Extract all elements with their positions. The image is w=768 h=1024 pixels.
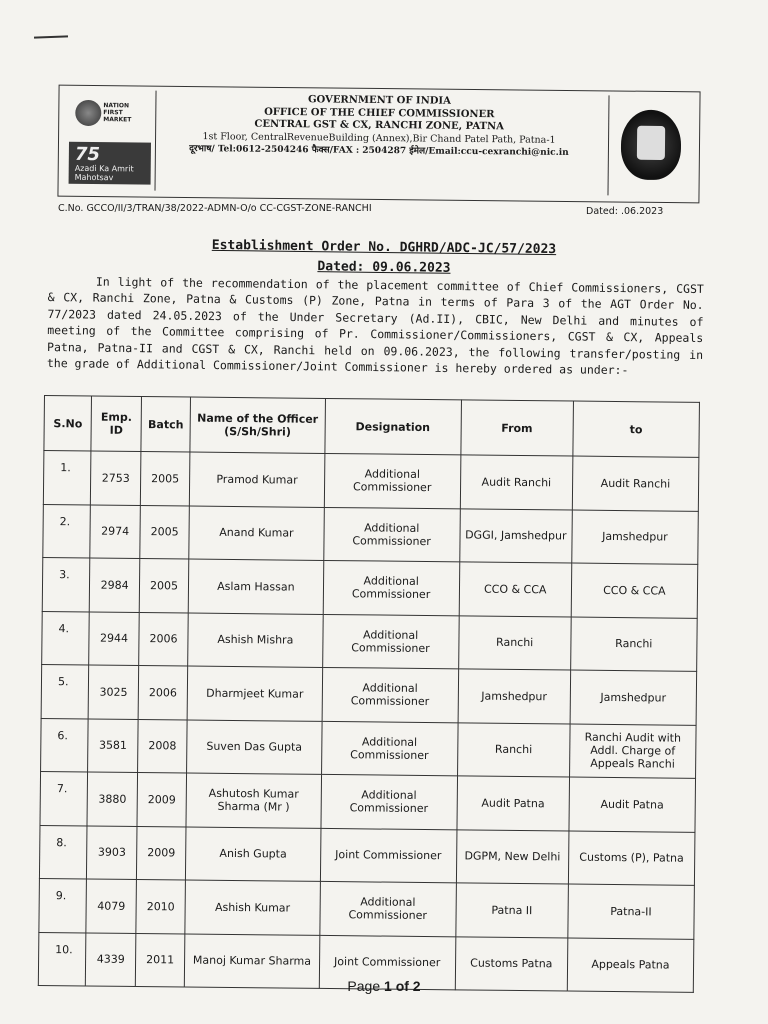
cell-from: CCO & CCA xyxy=(459,562,572,617)
cell-designation: Additional Commissioner xyxy=(321,721,458,776)
table-row xyxy=(42,557,698,617)
cell-designation: Additional Commissioner xyxy=(320,774,457,829)
cell-emp-id: 2944 xyxy=(89,611,139,665)
cell-designation: Additional Commissioner xyxy=(322,667,459,722)
of-word: of xyxy=(395,978,409,994)
cell-sno: 7. xyxy=(40,771,88,825)
pen-mark xyxy=(34,35,68,38)
cell-designation: Additional Commissioner xyxy=(324,453,461,508)
cell-to: Ranchi xyxy=(570,617,697,672)
cell-batch: 2009 xyxy=(137,772,187,826)
cell-name: Ashutosh Kumar Sharma (Mr ) xyxy=(186,773,321,828)
cell-to: Customs (P), Patna xyxy=(568,831,695,886)
cell-emp-id: 3903 xyxy=(87,825,137,879)
cell-name: Ashish Mishra xyxy=(188,613,323,668)
cell-from: Ranchi xyxy=(458,615,571,670)
cell-to: Audit Patna xyxy=(569,777,696,832)
cell-name: Anand Kumar xyxy=(189,506,324,561)
col-header-from: From xyxy=(461,400,574,456)
col-header-designation: Designation xyxy=(324,398,461,454)
cell-sno: 2. xyxy=(43,504,91,558)
table-row xyxy=(40,771,696,831)
cell-from: Patna II xyxy=(456,883,569,938)
table-row xyxy=(39,878,695,938)
order-title: Establishment Order No. DGHRD/ADC-JC/57/2023 xyxy=(211,237,557,258)
letterhead xyxy=(57,85,700,204)
cell-batch: 2005 xyxy=(140,505,190,559)
cell-name: Suven Das Gupta xyxy=(187,720,322,775)
emblem-seal-icon xyxy=(621,110,682,181)
table-row xyxy=(41,664,697,724)
nation-globe-icon xyxy=(75,100,101,126)
cell-from: DGPM, New Delhi xyxy=(456,829,569,884)
cell-to: Patna-II xyxy=(568,884,695,939)
cell-sno: 9. xyxy=(39,878,87,932)
cell-to: Ranchi Audit with Addl. Charge of Appeals Ranchi xyxy=(569,724,696,779)
cell-designation: Joint Commissioner xyxy=(319,935,456,990)
cell-batch: 2006 xyxy=(138,666,188,720)
page-total: 2 xyxy=(412,978,421,994)
nation-first-logo xyxy=(73,94,143,139)
cell-name: Ashish Kumar xyxy=(185,880,320,935)
azadi-text: Azadi Ka Amrit Mahotsav xyxy=(74,163,134,183)
cell-sno: 4. xyxy=(42,611,90,665)
cell-from: Audit Ranchi xyxy=(460,455,573,510)
cell-designation: Additional Commissioner xyxy=(319,881,456,936)
col-header-emp-id: Emp. ID xyxy=(91,396,141,452)
letterhead-text xyxy=(159,93,600,160)
cell-from: DGGI, Jamshedpur xyxy=(460,508,573,563)
cell-batch: 2009 xyxy=(136,826,186,880)
cell-sno: 5. xyxy=(41,664,89,718)
cell-batch: 2010 xyxy=(136,879,186,933)
col-header-name: Name of the Officer (S/Sh/Shri) xyxy=(190,397,325,453)
table-body xyxy=(38,451,699,993)
cell-name: Dharmjeet Kumar xyxy=(187,666,322,721)
cell-emp-id: 3025 xyxy=(89,665,139,719)
table-row xyxy=(43,504,699,564)
cell-emp-id: 3581 xyxy=(88,718,138,772)
cell-from: Customs Patna xyxy=(455,936,568,991)
zone-line: CENTRAL GST & CX, RANCHI ZONE, PATNA xyxy=(254,118,504,133)
govt-line: GOVERNMENT OF INDIA xyxy=(307,94,451,107)
transfer-table xyxy=(38,395,700,993)
cell-sno: 8. xyxy=(39,825,87,879)
transfer-table-wrap xyxy=(38,395,710,993)
cell-emp-id: 3880 xyxy=(87,772,137,826)
address-line: 1st Floor, CentralRevenueBuilding (Annex),Bir Chand Patel Path, Patna-1 xyxy=(202,130,556,146)
cell-to: Audit Ranchi xyxy=(572,456,699,511)
cell-emp-id: 4339 xyxy=(86,932,136,986)
office-line: OFFICE OF THE CHIEF COMMISSIONER xyxy=(264,106,495,120)
file-reference: C.No. GCCO/II/3/TRAN/38/2022-ADMN-O/o CC-CGST-ZONE-RANCHI xyxy=(58,203,372,214)
cell-to: Jamshedpur xyxy=(570,670,697,725)
col-header-to: to xyxy=(573,401,700,457)
page-word: Page xyxy=(347,978,381,994)
azadi-ka-amrit-mahotsav-logo xyxy=(69,142,151,185)
table-row xyxy=(39,825,695,885)
cell-designation: Additional Commissioner xyxy=(323,560,460,615)
cell-emp-id: 4079 xyxy=(86,879,136,933)
cell-designation: Joint Commissioner xyxy=(320,828,457,883)
cell-to: CCO & CCA xyxy=(571,563,698,618)
cell-designation: Additional Commissioner xyxy=(322,614,459,669)
contact-line: दूरभाष/ Tel:0612-2504246 फैक्स/FAX : 2504287 ईमेल/Email:ccu-cexranchi@nic.in xyxy=(189,144,569,158)
cell-designation: Additional Commissioner xyxy=(323,507,460,562)
cell-batch: 2005 xyxy=(139,559,189,613)
cell-to: Jamshedpur xyxy=(572,510,699,565)
col-header-sno: S.No xyxy=(44,396,92,451)
cell-name: Aslam Hassan xyxy=(189,559,324,614)
nation-logo-text: NATION FIRST MARKET xyxy=(103,102,132,124)
cell-from: Jamshedpur xyxy=(458,669,571,724)
azadi-number: 75 xyxy=(74,143,101,166)
cell-sno: 6. xyxy=(41,718,89,772)
cell-name: Anish Gupta xyxy=(186,827,321,882)
cell-name: Manoj Kumar Sharma xyxy=(185,934,320,989)
cbic-emblem xyxy=(607,95,695,196)
table-row xyxy=(41,718,697,778)
table-row xyxy=(42,611,698,671)
cell-emp-id: 2984 xyxy=(90,558,140,612)
cell-name: Pramod Kumar xyxy=(190,452,325,507)
cell-emp-id: 2753 xyxy=(91,451,141,505)
cell-from: Audit Patna xyxy=(457,776,570,831)
page-current: 1 xyxy=(384,978,392,994)
table-row xyxy=(43,451,699,511)
order-paragraph: In light of the recommendation of the placement committee of Chief Commissioners, CGST & CX, Ranchi Zone, Patna & Customs (P) Zone, Patna in terms of Para 3 of the AGT Order No. 77/2023 dated 24.05.2023 of the Under Secretary (Ad.II), CBIC, New Delhi and minutes of meeting of the Committee comprising of Pr. Commissioner/Commissioners, CGST & CX, Appeals Patna, Patna-II and CGST & CX, Ranchi held on 09.06.2023, the following transfer/posting in the grade of Additional Commissioner/Joint Commissioner is hereby ordered as under:- xyxy=(46,274,704,378)
table-header-row xyxy=(44,396,700,458)
cell-batch: 2005 xyxy=(140,452,190,506)
cell-sno: 1. xyxy=(43,451,91,505)
cell-batch: 2008 xyxy=(137,719,187,773)
cell-emp-id: 2974 xyxy=(90,504,140,558)
cell-batch: 2006 xyxy=(139,612,189,666)
cell-sno: 3. xyxy=(42,557,90,611)
dated-top: Dated: .06.2023 xyxy=(586,206,664,217)
order-date: Dated: 09.06.2023 xyxy=(317,259,451,276)
cell-from: Ranchi xyxy=(457,722,570,777)
page-footer xyxy=(0,978,768,994)
left-logos xyxy=(65,90,157,191)
cell-batch: 2011 xyxy=(135,933,185,987)
cell-to: Appeals Patna xyxy=(567,938,694,993)
cell-sno: 10. xyxy=(38,932,86,986)
col-header-batch: Batch xyxy=(141,397,191,453)
